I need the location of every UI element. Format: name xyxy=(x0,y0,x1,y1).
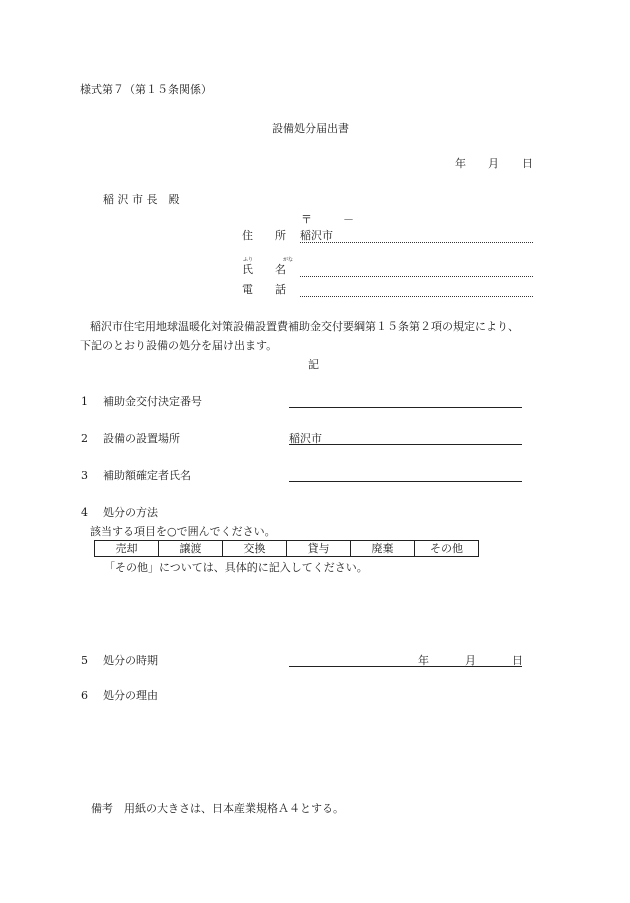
item-4-instruction: 該当する項目を○で囲んでください。 xyxy=(90,525,276,538)
postal-mark: 〒 xyxy=(301,213,312,226)
date-month-label: 月 xyxy=(488,157,499,170)
body-text-line-2: 下記のとおり設備の処分を届け出ます。 xyxy=(80,339,278,352)
phone-field-line[interactable] xyxy=(300,296,533,297)
postal-dash: － xyxy=(343,213,354,226)
name-label: 氏 名 xyxy=(242,263,286,276)
addressee: 稲 沢 市 長 殿 xyxy=(103,193,180,206)
item-5-field-line[interactable] xyxy=(289,666,522,667)
option-other[interactable]: その他 xyxy=(415,541,479,557)
option-exchange[interactable]: 交換 xyxy=(223,541,287,557)
item-3-label: 補助額確定者氏名 xyxy=(103,469,191,482)
item-1-number: 1 xyxy=(81,395,88,408)
disposal-method-options-table xyxy=(94,540,479,557)
document-title: 設備処分届出書 xyxy=(272,122,349,135)
option-sale[interactable]: 売却 xyxy=(95,541,159,557)
item-1-label: 補助金交付決定番号 xyxy=(103,395,202,408)
date-year-label: 年 xyxy=(455,157,466,170)
date-day-label: 日 xyxy=(522,157,533,170)
item-3-field-line[interactable] xyxy=(289,481,522,482)
name-furigana-ruby-1: ふり xyxy=(243,257,254,263)
item-5-number: 5 xyxy=(81,654,88,667)
item-4-number: 4 xyxy=(81,506,88,519)
item-4-label: 処分の方法 xyxy=(103,506,158,519)
form-number: 様式第７（第１５条関係） xyxy=(80,83,212,96)
ki-heading: 記 xyxy=(308,358,319,371)
item-3-number: 3 xyxy=(81,469,88,482)
item-5-day-label: 日 xyxy=(512,654,523,667)
address-label: 住 所 xyxy=(242,229,286,242)
item-6-number: 6 xyxy=(81,689,88,702)
body-text-line-1: 稲沢市住宅用地球温暖化対策設備設置費補助金交付要綱第１５条第２項の規定により、 xyxy=(90,320,519,333)
item-1-field-line[interactable] xyxy=(289,407,522,408)
item-2-number: 2 xyxy=(81,432,88,445)
item-2-label: 設備の設置場所 xyxy=(103,432,180,445)
option-disposal[interactable]: 廃棄 xyxy=(351,541,415,557)
remarks: 備考 用紙の大きさは、日本産業規格Ａ４とする。 xyxy=(91,802,344,815)
phone-label: 電 話 xyxy=(242,283,286,296)
item-5-label: 処分の時期 xyxy=(103,654,158,667)
name-furigana-ruby-2: がな xyxy=(283,257,294,263)
item-5-month-label: 月 xyxy=(465,654,476,667)
name-field-line[interactable] xyxy=(300,276,533,277)
item-4-other-note: 「その他」については、具体的に記入してください。 xyxy=(104,561,368,574)
address-value[interactable]: 稲沢市 xyxy=(300,229,333,242)
item-2-field-line[interactable] xyxy=(289,444,522,445)
option-lease[interactable]: 貸与 xyxy=(287,541,351,557)
item-5-year-label: 年 xyxy=(418,654,429,667)
option-transfer[interactable]: 譲渡 xyxy=(159,541,223,557)
item-2-value[interactable]: 稲沢市 xyxy=(289,432,322,445)
item-6-label: 処分の理由 xyxy=(103,689,158,702)
address-field-line[interactable] xyxy=(300,242,533,243)
